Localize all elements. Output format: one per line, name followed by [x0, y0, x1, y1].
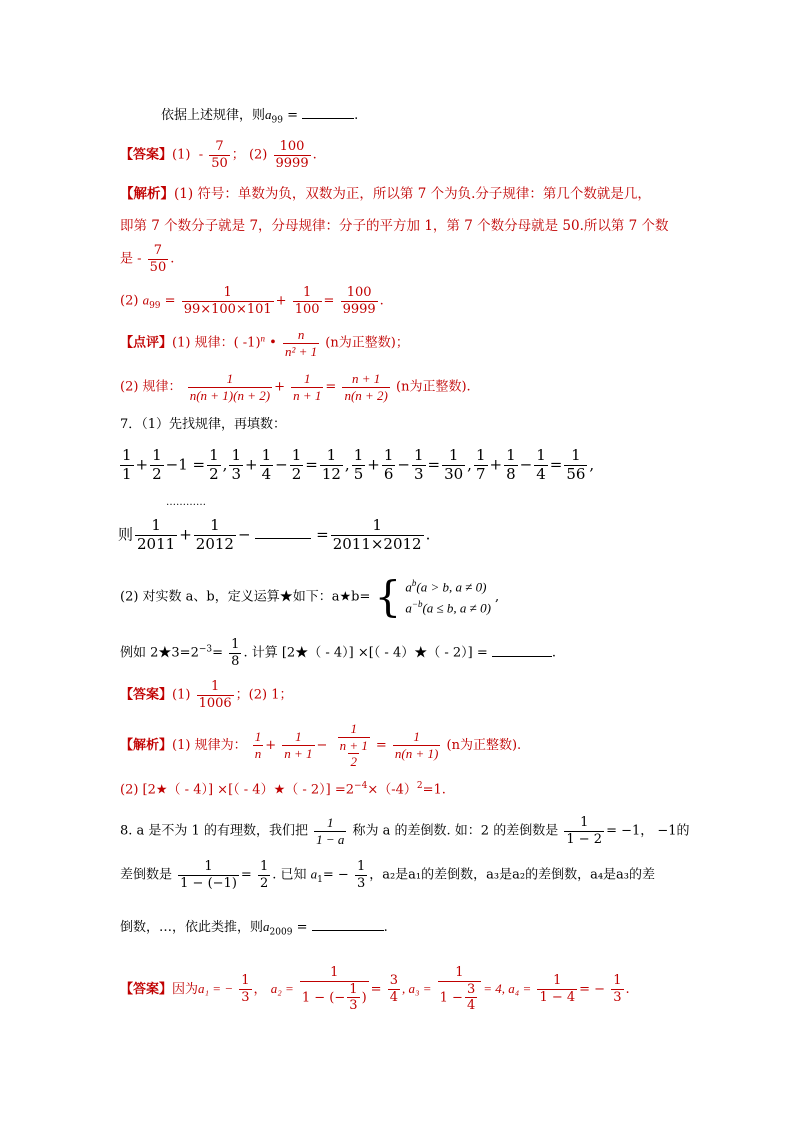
answer-blank[interactable]	[255, 537, 311, 539]
den: 3	[413, 464, 424, 483]
text: =1.	[422, 782, 446, 798]
num: 100	[279, 139, 305, 154]
eq: =	[316, 525, 329, 544]
exp: n	[260, 333, 266, 344]
den: 2	[259, 875, 269, 891]
den: 3	[231, 464, 241, 483]
den: 50	[211, 155, 228, 171]
eq: =	[370, 981, 382, 997]
num: 1	[254, 729, 262, 745]
analysis-6-line4	[120, 286, 384, 316]
comment-6-line2	[120, 372, 471, 402]
fraction	[534, 448, 548, 483]
sub: 99	[149, 301, 161, 312]
op: +	[274, 379, 285, 395]
den: 7	[475, 464, 486, 483]
fraction	[320, 448, 343, 483]
den: 100	[294, 301, 320, 317]
fraction	[293, 286, 322, 316]
den: 2011×2012	[332, 534, 422, 553]
den: n + 1	[293, 387, 322, 403]
star-icon: ★	[155, 782, 168, 798]
question-8-line3	[120, 920, 388, 938]
fraction	[197, 680, 234, 710]
num: 1	[455, 965, 464, 980]
den: 2011	[137, 534, 176, 553]
cases	[405, 579, 491, 616]
fraction	[465, 983, 477, 1013]
base: a	[405, 600, 412, 616]
num: 1	[210, 516, 220, 534]
fraction	[393, 730, 440, 760]
den: n² + 1	[284, 343, 318, 359]
den: 4	[466, 998, 476, 1014]
num: n	[297, 327, 305, 342]
analysis-tag: 【解析】	[120, 186, 174, 202]
den: 2012	[195, 534, 234, 553]
den: 4	[389, 989, 398, 1005]
fraction	[239, 974, 251, 1004]
text: = −1， −1的	[606, 823, 690, 839]
analysis-tag: 【解析】	[120, 737, 173, 753]
den: 1	[122, 464, 132, 483]
dot: •	[269, 335, 277, 351]
num: 1	[231, 446, 241, 464]
num: 1	[204, 859, 213, 874]
end: .	[425, 525, 431, 544]
fraction	[355, 860, 367, 890]
star-icon: ★	[273, 782, 286, 798]
answer-blank[interactable]	[492, 655, 552, 657]
den: 50	[149, 259, 167, 275]
num: n + 1	[352, 371, 381, 386]
text: (2) 对实数 a、b，定义运算★如下：a★b=	[120, 589, 371, 605]
den: n(n + 1)	[394, 745, 439, 761]
den: n	[254, 745, 262, 761]
var: a	[263, 919, 270, 934]
fraction	[504, 448, 518, 483]
num: 1	[291, 446, 302, 464]
num: 1	[413, 729, 420, 745]
fraction	[135, 518, 177, 553]
var: a	[265, 107, 272, 122]
brace: {	[374, 572, 402, 621]
fraction	[258, 860, 270, 890]
text: 依据上述规律，则	[161, 108, 266, 123]
text: 例如 2★3=2	[120, 645, 199, 661]
question-7-title	[120, 418, 286, 431]
case-1	[405, 579, 491, 594]
fraction	[611, 974, 623, 1004]
text: (1) 规律为：	[172, 737, 247, 753]
text: 则	[118, 525, 134, 544]
question-7-operation-def	[120, 572, 500, 621]
num: 1	[349, 981, 358, 997]
num: 7	[215, 139, 224, 154]
fraction	[291, 372, 323, 402]
den: 1 − a	[316, 831, 345, 847]
var: a	[310, 866, 318, 882]
eq: =	[325, 379, 337, 395]
text: 即第 7 个数分子就是 7，分母规律：分子的平方加 1，第 7 个数分母就是 50.所以第 7 个数	[120, 218, 669, 234]
num: 1	[536, 446, 546, 464]
eq: =	[323, 293, 335, 309]
text: . 计算 [2★（ - 4）] ×[（ - 4）★（ - 2）] =	[243, 645, 488, 661]
part-label: (2)	[120, 293, 139, 309]
den: 3	[613, 989, 622, 1005]
den: 1006	[198, 695, 232, 711]
den: 5	[353, 464, 364, 483]
num: 1	[506, 446, 516, 464]
den: 4	[536, 464, 546, 483]
text: 因为	[172, 981, 199, 997]
analysis-6-line2	[120, 220, 669, 234]
num: 1	[259, 859, 269, 874]
num: 1	[122, 446, 132, 464]
op: −	[237, 525, 251, 544]
question-7-equation	[118, 518, 430, 553]
answer-6	[120, 140, 317, 170]
den: 12	[321, 464, 341, 483]
fraction	[388, 974, 400, 1004]
part-label: (2)	[248, 147, 268, 163]
text: 是 -	[120, 251, 142, 267]
num: 1	[356, 859, 366, 874]
answer-7	[120, 680, 293, 710]
num: 1	[413, 446, 424, 464]
fraction	[282, 730, 314, 760]
fraction	[120, 448, 134, 483]
den: 2	[291, 464, 302, 483]
op: +	[179, 525, 192, 544]
fraction	[334, 722, 374, 769]
fraction	[178, 860, 239, 890]
fraction	[438, 966, 482, 1013]
fraction	[412, 448, 426, 483]
fraction	[209, 140, 230, 170]
fraction	[182, 286, 274, 316]
den: 99×100×101	[183, 301, 272, 317]
text: 倒数，…，依此类推，则	[120, 920, 264, 935]
den	[300, 981, 369, 1013]
fraction	[342, 372, 389, 402]
text: , a₃ =	[401, 980, 432, 996]
text: a₂ =	[270, 980, 294, 996]
num: 1	[326, 446, 337, 464]
fraction	[290, 448, 304, 483]
question-8-line2: 差倒数是 $\frac{1}{1 - (-1)}$ = $\frac{1}{2}$ . 已知 $a_1=$ − $\frac{1}{3}$ ，a₂是a₁的差倒数，a₃是a₂的差倒数，a₄是a₃的差	[120, 859, 655, 891]
den: 3	[356, 875, 366, 891]
den: 1 − 4	[539, 989, 576, 1005]
text: 差倒数是	[120, 867, 173, 883]
eq: =	[287, 108, 299, 123]
den: n + 1	[284, 745, 313, 761]
num: 7	[153, 243, 163, 258]
analysis-7-line2	[120, 782, 446, 796]
num	[334, 722, 374, 753]
text: = 4, a₄ =	[483, 980, 532, 996]
text: （ - 4）] ×[（ - 4）	[167, 782, 274, 798]
num: 1	[571, 446, 581, 464]
num: 1	[151, 516, 161, 534]
note: (n为正整数)；	[325, 335, 409, 351]
num: 1	[241, 973, 250, 989]
fraction	[260, 448, 274, 483]
neg: -	[198, 147, 204, 163]
text: 8. a 是不为 1 的有理数，我们把	[120, 823, 308, 839]
dots: …………	[166, 497, 206, 508]
fraction	[564, 816, 604, 846]
den: 3	[241, 989, 250, 1005]
text: 称为 a 的差倒数. 如：2 的差倒数是	[352, 823, 559, 839]
num: 3	[466, 981, 476, 997]
den: 9999	[275, 155, 309, 171]
text: ，a₂是a₁的差倒数，a₃是a₂的差倒数，a₄是a₃的差	[369, 867, 655, 883]
eq: =	[212, 645, 224, 661]
num: 1	[383, 446, 394, 464]
fraction	[331, 518, 424, 553]
fraction	[229, 448, 243, 483]
exp: 2	[416, 781, 423, 791]
end: .	[551, 645, 557, 661]
question-7-example	[120, 638, 556, 668]
text: 7．（1）先找规律，再填数：	[120, 417, 287, 432]
num: 1	[261, 446, 272, 464]
den: 2	[350, 754, 357, 770]
sub: 2009	[269, 927, 293, 938]
fraction	[229, 638, 241, 668]
text: (2) 规律：	[120, 379, 182, 395]
num: 1	[302, 285, 312, 300]
den: 8	[231, 653, 240, 669]
num: 1	[209, 446, 219, 464]
exp: b	[411, 577, 417, 588]
exp: −3	[198, 644, 213, 655]
part-label: (1)	[172, 687, 191, 703]
question-7-dots	[166, 498, 206, 508]
analysis-6-line1	[120, 188, 651, 202]
end: .	[312, 147, 317, 163]
fraction	[314, 816, 346, 846]
fraction	[442, 448, 465, 483]
den: n(n + 1)(n + 2)	[189, 387, 271, 403]
text: (2) [2	[120, 782, 156, 798]
eq: =	[296, 920, 308, 935]
var: a	[142, 292, 150, 308]
analysis-6-line3	[120, 244, 174, 274]
eq: =	[164, 293, 176, 309]
exp: −4	[354, 781, 368, 791]
eq: =	[375, 737, 387, 753]
line-rule-question: 依据上述规律，则$a_{99}$ = .	[161, 107, 359, 126]
den-text: 1 −	[439, 990, 463, 1006]
base: ( -1)	[233, 335, 261, 351]
end: .	[379, 293, 384, 309]
num: 1	[372, 516, 382, 534]
fraction	[341, 286, 378, 316]
case-2	[405, 600, 491, 615]
text: ；(2) 1；	[235, 687, 293, 703]
num: 1	[223, 285, 232, 300]
num: 1	[353, 446, 364, 464]
den: 9999	[342, 301, 376, 317]
den: 56	[566, 464, 586, 483]
op: −1 =	[165, 455, 206, 474]
text: = −	[322, 867, 349, 883]
den: 8	[506, 464, 516, 483]
num: 1	[231, 637, 240, 652]
fraction	[253, 730, 264, 760]
answer-blank[interactable]	[302, 117, 354, 119]
den	[438, 981, 482, 1013]
num: 1	[580, 815, 589, 830]
note: (n为正整数).	[446, 737, 522, 753]
sub: 99	[271, 115, 283, 126]
fraction	[347, 983, 359, 1013]
den: 6	[383, 464, 394, 483]
fraction	[194, 518, 236, 553]
den: 1 − (−1)	[180, 875, 237, 891]
num: 1	[475, 446, 486, 464]
end: .	[170, 251, 175, 267]
text: = −	[579, 981, 606, 997]
fraction	[274, 140, 311, 170]
answer-tag: 【答案】	[120, 147, 173, 163]
comment-tag: 【点评】	[120, 335, 173, 351]
num: 1	[327, 815, 334, 830]
fraction	[564, 448, 587, 483]
fraction	[338, 722, 370, 752]
sep: ，	[253, 981, 267, 997]
end: ,	[495, 589, 500, 605]
fraction	[150, 448, 164, 483]
den: 4	[261, 464, 272, 483]
part-label: (1)	[172, 147, 191, 163]
num: 1	[350, 721, 357, 736]
num: 3	[389, 973, 398, 989]
cond: (a ≤ b, a ≠ 0)	[422, 600, 491, 616]
answer-tag: 【答案】	[120, 687, 173, 703]
den: 3	[349, 998, 358, 1014]
fraction	[283, 328, 319, 358]
num: 100	[346, 285, 372, 300]
den: 2	[209, 464, 219, 483]
text: . 已知	[272, 867, 307, 883]
num: 1	[613, 973, 622, 989]
cond: (a > b, a ≠ 0)	[416, 579, 487, 594]
end: .	[383, 920, 388, 935]
den-text: )	[361, 990, 367, 1006]
base: a	[405, 579, 412, 594]
num: 1	[295, 729, 302, 745]
fraction	[382, 448, 396, 483]
op: −	[316, 737, 328, 753]
fraction	[537, 974, 577, 1004]
den: n(n + 2)	[344, 387, 388, 403]
answer-tag: 【答案】	[120, 981, 173, 997]
fraction	[207, 448, 221, 483]
num: 1	[304, 371, 311, 386]
text: ×（-4）	[367, 782, 417, 798]
fraction	[474, 448, 488, 483]
num: 1	[330, 965, 339, 980]
den-text: 1 − (−	[301, 990, 346, 1006]
fraction	[188, 372, 272, 402]
fraction	[352, 448, 366, 483]
num: 1	[226, 371, 234, 386]
fraction	[300, 966, 369, 1013]
text: (1) 符号：单数为负，双数为正，所以第 7 个为负.分子规律：第几个数就是几，	[174, 186, 651, 202]
num: 1	[152, 446, 162, 464]
sep: ；	[231, 147, 245, 163]
den: 1 − 2	[566, 831, 603, 847]
exp: −b	[411, 599, 423, 609]
answer-8	[120, 966, 630, 1013]
fraction	[148, 244, 169, 274]
num: 1	[448, 446, 459, 464]
analysis-7-line1	[120, 722, 521, 769]
comment-6-line1	[120, 328, 409, 358]
den: 30	[444, 464, 464, 483]
note: (n为正整数).	[396, 379, 471, 395]
question-8-line1	[120, 816, 690, 846]
eq: =	[240, 867, 252, 883]
num: 1	[553, 973, 562, 989]
answer-blank[interactable]	[312, 929, 384, 931]
op: +	[275, 293, 287, 309]
text: （ - 2）] =2	[285, 782, 355, 798]
text: a₁ = −	[198, 980, 234, 996]
num: 1	[210, 679, 220, 694]
op: +	[265, 737, 277, 753]
question-7-pattern-row: $\frac{1}{1}$ + $\frac{1}{2}$ −1 = $\frac{1}{2}$ , $\frac{1}{3}$ + $\frac{1}{4}$ − $\frac{1}{2}$ = $\frac{1}{12}$ , $\frac{1}{5}$ + $\frac{1}{6}$ − $\frac{1}{3}$ = $\frac{1}{30}$ , $\frac{1}{7}$ + $\frac{1}{8}$ − $\frac{1}{4}$ = $\frac{1}{56}$ ,	[122, 446, 595, 483]
text: (1) 规律：	[172, 335, 234, 351]
end: .	[625, 981, 630, 997]
den: n + 1	[339, 737, 368, 753]
den: 2	[152, 464, 162, 483]
